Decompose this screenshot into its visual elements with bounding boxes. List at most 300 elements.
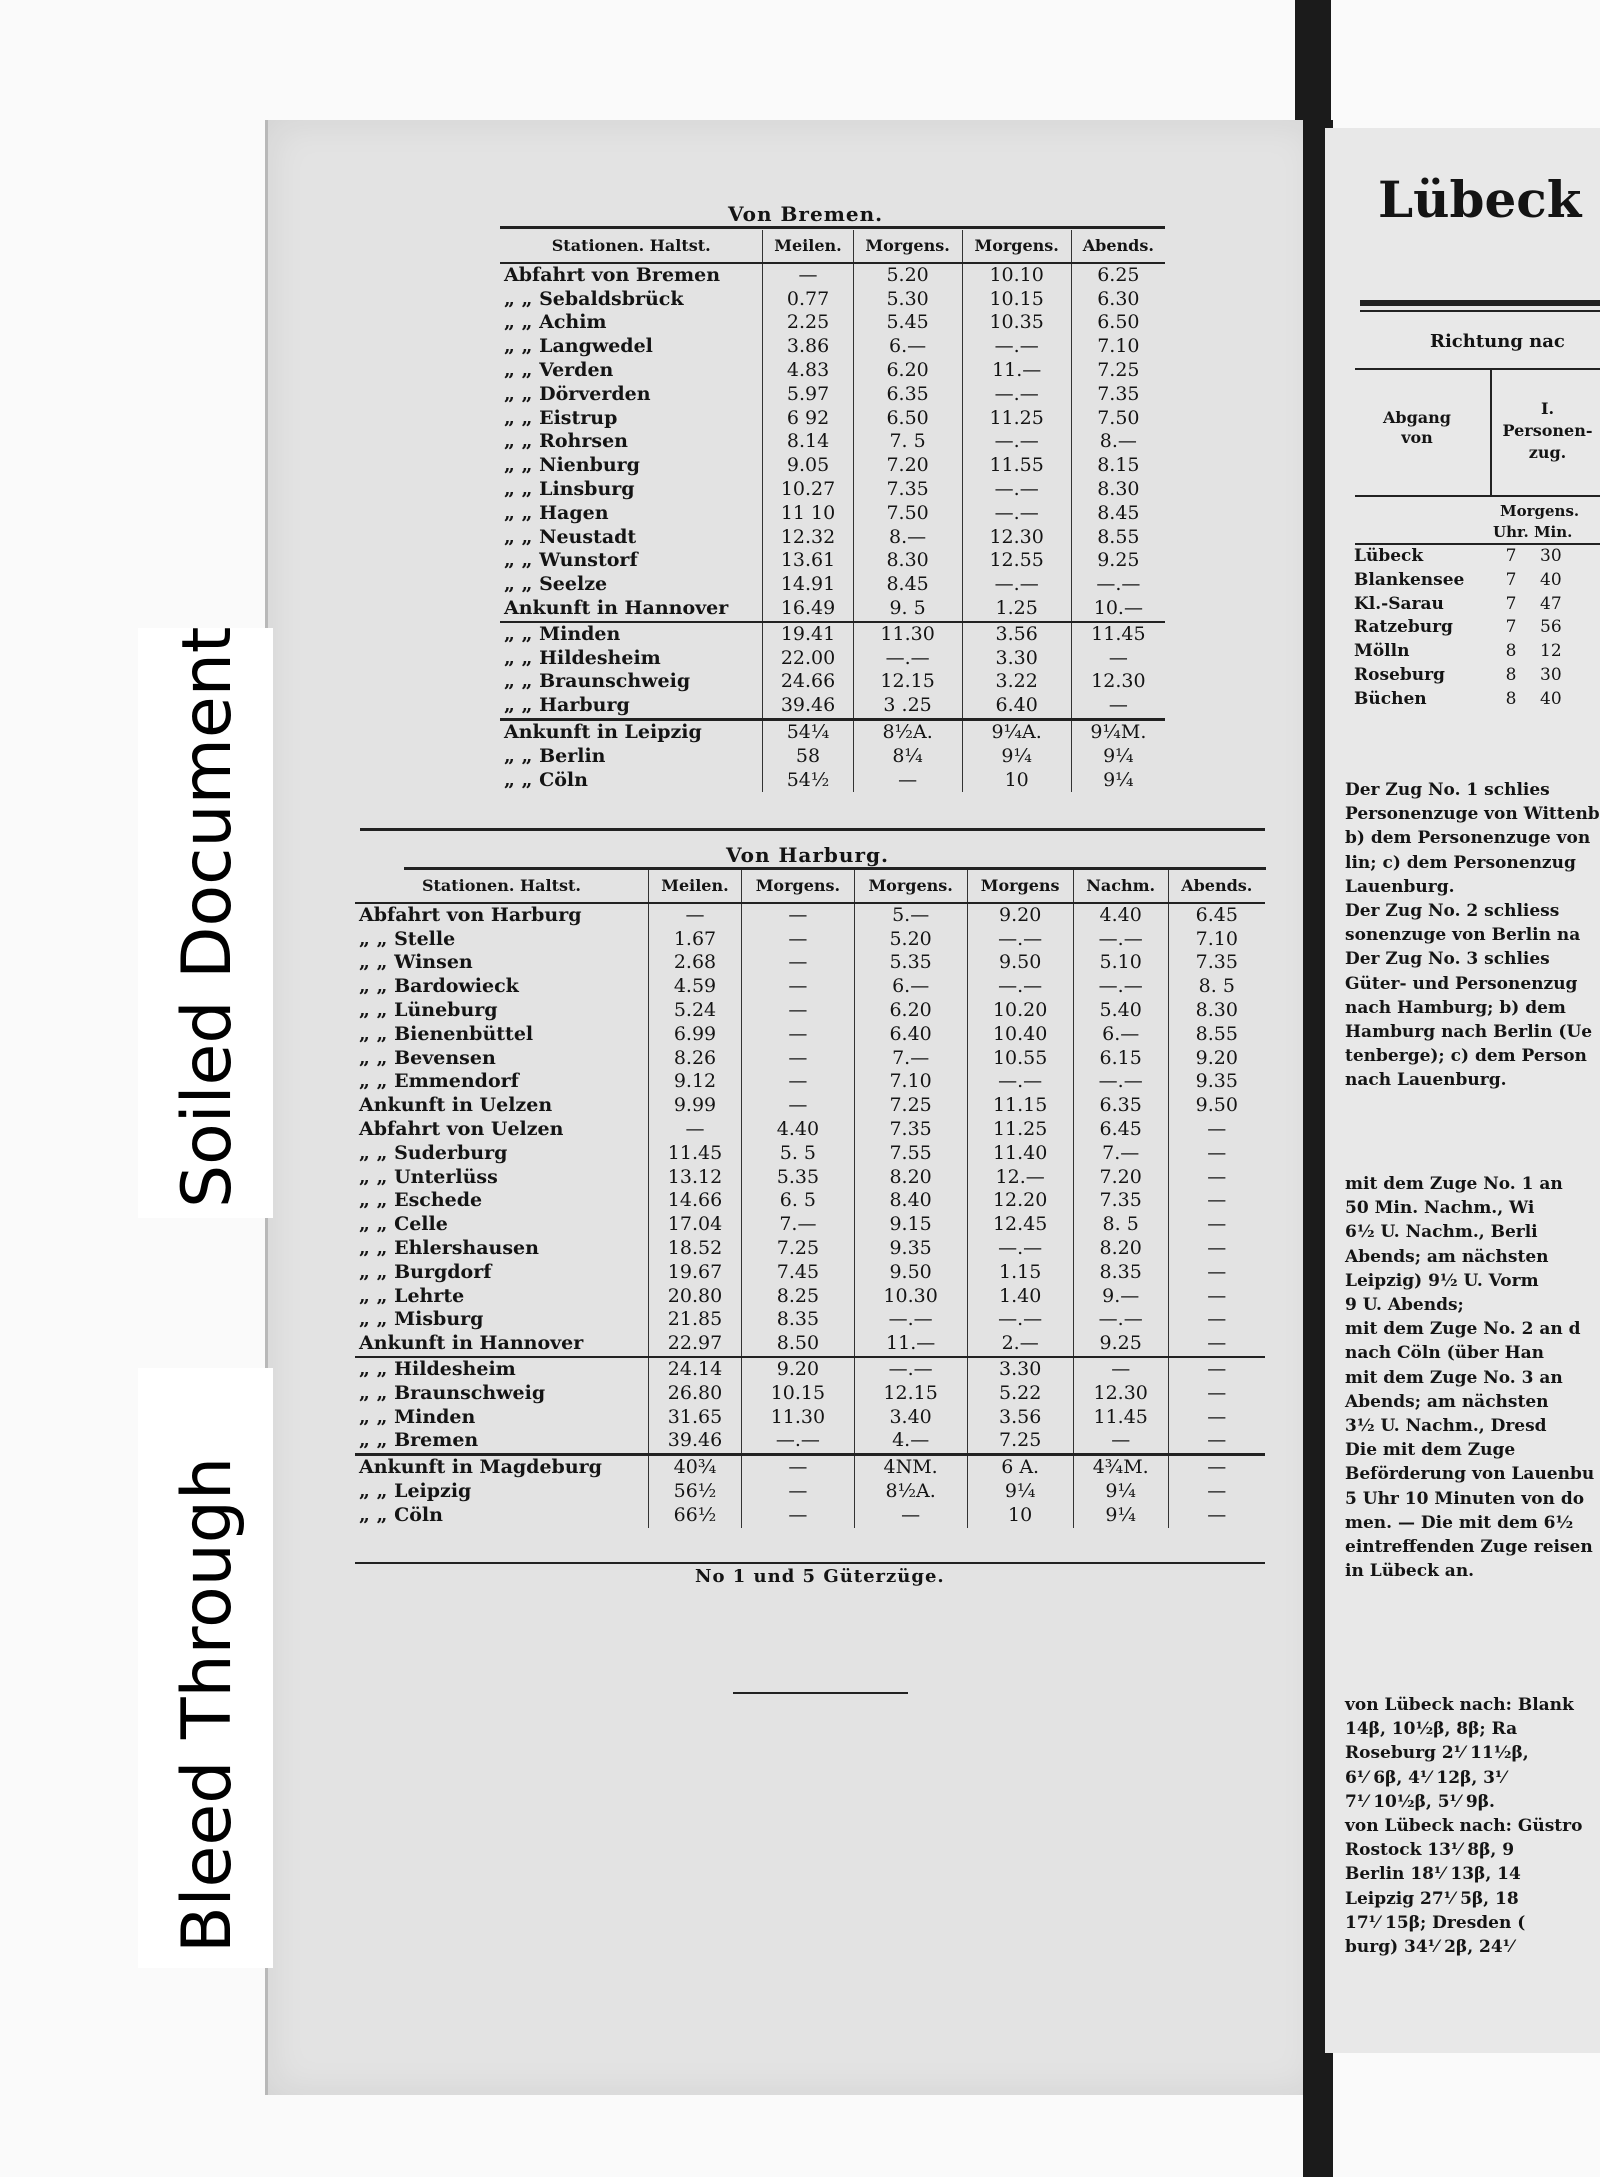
time-cell: 1.25 — [962, 597, 1071, 622]
time-cell: 12.30 — [962, 526, 1071, 550]
station-cell: „ „ Braunschweig — [359, 1381, 546, 1404]
station-cell: „ „ Stelle — [359, 927, 456, 950]
station-cell: „ „ Emmendorf — [359, 1070, 519, 1093]
column-header: Abends. — [1071, 230, 1165, 263]
time-cell: —.— — [962, 335, 1071, 359]
time-cell: 39.46 — [648, 1429, 741, 1454]
time-cell: — — [1168, 1261, 1265, 1285]
table-row — [355, 1189, 1265, 1213]
time-cell: 66½ — [648, 1504, 741, 1528]
time-cell: 11.15 — [967, 1094, 1073, 1118]
time-cell: 6.— — [1073, 1023, 1168, 1047]
time-cell: 3.40 — [854, 1406, 967, 1430]
station-cell: Ankunft in Hannover — [504, 596, 729, 619]
time-cell: — — [1168, 1332, 1265, 1357]
text-line: Der Zug No. 3 schlies — [1345, 949, 1550, 970]
text-line: men. — Die mit dem 6½ — [1345, 1512, 1574, 1533]
time-cell: 11.40 — [967, 1142, 1073, 1166]
time-cell: 9.50 — [1168, 1094, 1265, 1118]
time-cell: — — [1168, 1237, 1265, 1261]
time-cell: 2.68 — [648, 951, 741, 975]
time-cell: 4.40 — [1073, 903, 1168, 928]
time-cell: 9.50 — [967, 951, 1073, 975]
time-cell: 8.45 — [1071, 502, 1165, 526]
column-header: Abends. — [1168, 870, 1265, 903]
section-divider — [360, 828, 1265, 831]
time-cell: — — [742, 1480, 855, 1504]
time-cell: —.— — [1073, 928, 1168, 952]
table-row — [500, 359, 1165, 383]
column-header: Morgens. — [962, 230, 1071, 263]
text-line: Abends; am nächsten — [1345, 1391, 1549, 1412]
time-cell: — — [1168, 1213, 1265, 1237]
table-row — [500, 694, 1165, 719]
table-row — [1350, 640, 1568, 664]
time-cell: 11.45 — [1071, 622, 1165, 647]
time-cell: 58 — [763, 745, 853, 769]
station-cell: „ „ Winsen — [359, 951, 473, 974]
time-cell: 10 — [967, 1504, 1073, 1528]
text-line: b) dem Personenzuge von — [1345, 828, 1591, 849]
time-cell: 9.15 — [854, 1213, 967, 1237]
time-cell: —.— — [967, 975, 1073, 999]
text-line: nach Cöln (über Han — [1345, 1343, 1545, 1364]
time-cell: —.— — [854, 1357, 967, 1382]
time-cell: 8.40 — [854, 1189, 967, 1213]
time-cell: 8.14 — [763, 430, 853, 454]
time-cell: 2.25 — [763, 311, 853, 335]
time-cell: 7.35 — [1073, 1189, 1168, 1213]
table-row — [500, 454, 1165, 478]
harburg-timetable — [355, 870, 1265, 1528]
time-cell: 6.30 — [1071, 288, 1165, 312]
time-cell: 7.20 — [853, 454, 962, 478]
time-cell: 13.61 — [763, 549, 853, 573]
time-cell: 24.66 — [763, 670, 853, 694]
time-cell: —.— — [967, 928, 1073, 952]
time-cell: 9¼ — [962, 745, 1071, 769]
time-cell: — — [648, 1118, 741, 1142]
table-row — [355, 975, 1265, 999]
time-cell: 8.45 — [853, 573, 962, 597]
table-row — [500, 288, 1165, 312]
time-cell: — — [1168, 1480, 1265, 1504]
time-cell: 5.24 — [648, 999, 741, 1023]
station-cell: Roseburg — [1354, 664, 1445, 685]
time-cell: 8¼ — [853, 745, 962, 769]
table-row — [500, 647, 1165, 671]
column-header: Morgens — [967, 870, 1073, 903]
text-line: sonenzuge von Berlin na — [1345, 925, 1581, 946]
station-cell: „ „ Eschede — [359, 1189, 483, 1212]
time-cell: 3.56 — [967, 1406, 1073, 1430]
time-cell: 8.30 — [1071, 478, 1165, 502]
table-row — [355, 1237, 1265, 1261]
station-cell: „ „ Ehlershausen — [359, 1236, 539, 1259]
time-cell: —.— — [1071, 573, 1165, 597]
time-cell: 4.— — [854, 1429, 967, 1454]
time-cell: 11.45 — [1073, 1406, 1168, 1430]
time-cell: 7 — [1505, 569, 1517, 590]
right-col-zug: I. Personen- zug. — [1502, 399, 1593, 462]
time-cell: 10.10 — [962, 263, 1071, 288]
time-cell: 10.20 — [967, 999, 1073, 1023]
column-header: Morgens. — [853, 230, 962, 263]
time-cell: 13.12 — [648, 1166, 741, 1190]
right-sub1: Morgens. — [1500, 502, 1580, 520]
time-cell: 30 — [1540, 546, 1562, 566]
time-cell: 6 92 — [763, 407, 853, 431]
harburg-title: Von Harburg. — [726, 843, 889, 867]
time-cell: 10.15 — [742, 1382, 855, 1406]
column-header: Stationen. Haltst. — [355, 870, 648, 903]
station-cell: Ankunft in Magdeburg — [355, 1455, 648, 1480]
time-cell: 9.35 — [1168, 1070, 1265, 1094]
station-cell: „ „ Unterlüss — [359, 1165, 498, 1188]
table-row — [355, 1070, 1265, 1094]
time-cell: 18.52 — [648, 1237, 741, 1261]
station-cell: „ „ Leipzig — [359, 1479, 472, 1502]
time-cell: — — [1168, 1308, 1265, 1332]
right-timetable — [1350, 545, 1568, 712]
station-cell: Ratzeburg — [1354, 617, 1453, 638]
time-cell: 10.— — [1071, 597, 1165, 622]
table-row — [1350, 545, 1568, 569]
table-row — [500, 573, 1165, 597]
right-double-rule — [1360, 300, 1600, 306]
table-row — [500, 311, 1165, 335]
right-subtitle: Richtung nac — [1430, 331, 1565, 352]
station-cell: „ „ Lüneburg — [359, 998, 498, 1021]
time-cell: 4¾M. — [1073, 1455, 1168, 1480]
time-cell: —.— — [967, 1308, 1073, 1332]
time-cell: 8½A. — [853, 719, 962, 744]
time-cell: 7.55 — [854, 1142, 967, 1166]
station-cell: Abfahrt von Bremen — [504, 263, 721, 286]
time-cell: 6.40 — [854, 1023, 967, 1047]
time-cell: 8 — [1505, 664, 1517, 685]
time-cell: 7 — [1505, 617, 1517, 638]
harburg-bottom-rule — [355, 1562, 1265, 1564]
time-cell: 5.35 — [742, 1166, 855, 1190]
time-cell: 56½ — [648, 1480, 741, 1504]
time-cell: 7.— — [742, 1213, 855, 1237]
text-line: eintreffenden Zuge reisen — [1345, 1537, 1593, 1558]
time-cell: 12.45 — [967, 1213, 1073, 1237]
time-cell: — — [742, 951, 855, 975]
time-cell: 7.— — [854, 1047, 967, 1071]
time-cell: 8.50 — [742, 1332, 855, 1357]
table-row — [500, 597, 1165, 622]
station-cell: „ „ Celle — [359, 1213, 448, 1236]
time-cell: 8.30 — [1168, 999, 1265, 1023]
binding-gutter-top — [1295, 0, 1331, 120]
time-cell: 6.99 — [648, 1023, 741, 1047]
time-cell: 11.30 — [742, 1406, 855, 1430]
text-line: tenberge); c) dem Person — [1345, 1046, 1587, 1067]
time-cell: 6.35 — [1073, 1094, 1168, 1118]
time-cell: 3.30 — [967, 1357, 1073, 1382]
time-cell: 9¼ — [967, 1480, 1073, 1504]
time-cell: — — [1071, 694, 1165, 719]
time-cell: 12.15 — [854, 1382, 967, 1406]
station-cell: „ „ Bevensen — [359, 1046, 496, 1069]
time-cell: — — [1168, 1285, 1265, 1309]
table-row — [355, 903, 1265, 928]
time-cell: 10 — [962, 769, 1071, 793]
station-cell: Ankunft in Hannover — [359, 1332, 584, 1355]
text-line: 6½ U. Nachm., Berli — [1345, 1222, 1538, 1243]
table-row — [500, 335, 1165, 359]
table-row — [355, 1504, 1265, 1528]
time-cell: 8.30 — [853, 549, 962, 573]
station-cell: Abfahrt von Uelzen — [359, 1117, 564, 1140]
station-cell: „ „ Eistrup — [504, 406, 618, 429]
station-cell: „ „ Langwedel — [504, 335, 653, 358]
time-cell: — — [742, 903, 855, 928]
time-cell: — — [854, 1504, 967, 1528]
time-cell: 12.15 — [853, 670, 962, 694]
text-line: Personenzuge von Wittenb — [1345, 804, 1600, 825]
column-header: Stationen. Haltst. — [500, 230, 763, 263]
table-row — [355, 1023, 1265, 1047]
column-header: Meilen. — [648, 870, 741, 903]
time-cell: 11.30 — [853, 622, 962, 647]
text-line: Der Zug No. 2 schliess — [1345, 901, 1560, 922]
station-cell: „ „ Neustadt — [504, 525, 637, 548]
text-line: Leipzig 27⅟ 5β, 18 — [1345, 1888, 1519, 1909]
station-cell: Blankensee — [1354, 569, 1465, 590]
station-cell: „ „ Bienenbüttel — [359, 1022, 534, 1045]
table-row — [355, 1094, 1265, 1118]
right-paragraph-3 — [1345, 1693, 1582, 1959]
table-row — [500, 430, 1165, 454]
time-cell: 47 — [1540, 593, 1562, 614]
time-cell: 4.59 — [648, 975, 741, 999]
time-cell: 9.25 — [1071, 549, 1165, 573]
text-line: lin; c) dem Personenzug — [1345, 852, 1576, 873]
time-cell: —.— — [962, 478, 1071, 502]
time-cell: 14.91 — [763, 573, 853, 597]
text-line: 9 U. Abends; — [1345, 1295, 1464, 1316]
time-cell: 40 — [1540, 688, 1562, 709]
time-cell: 9.35 — [854, 1237, 967, 1261]
text-line: 14β, 10½β, 8β; Ra — [1345, 1719, 1518, 1740]
time-cell: 1.67 — [648, 928, 741, 952]
table-row — [355, 951, 1265, 975]
table-row — [355, 1285, 1265, 1309]
bremen-top-rule — [500, 226, 1165, 229]
table-row — [1350, 664, 1568, 688]
time-cell: 0.77 — [763, 288, 853, 312]
time-cell: 11 10 — [763, 502, 853, 526]
time-cell: 17.04 — [648, 1213, 741, 1237]
time-cell: 4.83 — [763, 359, 853, 383]
time-cell: — — [853, 769, 962, 793]
station-cell: „ „ Berlin — [504, 744, 606, 767]
table-row — [355, 1166, 1265, 1190]
text-line: Berlin 18⅟ 13β, 14 — [1345, 1864, 1521, 1885]
time-cell: 7.25 — [1071, 359, 1165, 383]
text-line: Abends; am nächsten — [1345, 1246, 1549, 1267]
station-cell: Ankunft in Leipzig — [500, 719, 763, 744]
time-cell: 9¼A. — [962, 719, 1071, 744]
text-line: mit dem Zuge No. 2 an d — [1345, 1319, 1581, 1340]
time-cell: 9.— — [1073, 1285, 1168, 1309]
time-cell: 6.50 — [1071, 311, 1165, 335]
time-cell: 7 — [1505, 546, 1517, 566]
station-cell: „ „ Suderburg — [359, 1141, 508, 1164]
time-cell: 19.67 — [648, 1261, 741, 1285]
station-cell: „ „ Cöln — [504, 768, 588, 791]
time-cell: 6.20 — [853, 359, 962, 383]
table-row — [500, 478, 1165, 502]
time-cell: 8. 5 — [1073, 1213, 1168, 1237]
column-header: Nachm. — [1073, 870, 1168, 903]
time-cell: 5.40 — [1073, 999, 1168, 1023]
time-cell: 7.25 — [854, 1094, 967, 1118]
time-cell: 54½ — [763, 769, 853, 793]
table-row — [500, 383, 1165, 407]
table-row — [500, 502, 1165, 526]
time-cell: 5.10 — [1073, 951, 1168, 975]
text-line: Hamburg nach Berlin (Ue — [1345, 1022, 1593, 1043]
time-cell: 20.80 — [648, 1285, 741, 1309]
table-row — [355, 1261, 1265, 1285]
time-cell: 6.25 — [1071, 263, 1165, 288]
station-cell: „ „ Achim — [504, 311, 607, 334]
time-cell: 7. 5 — [853, 430, 962, 454]
time-cell: 5.35 — [854, 951, 967, 975]
time-cell: 10.40 — [967, 1023, 1073, 1047]
table-row — [355, 928, 1265, 952]
bleed-label: Bleed Through — [168, 1456, 247, 1953]
time-cell: — — [742, 975, 855, 999]
station-cell: „ „ Burgdorf — [359, 1260, 492, 1283]
station-cell: Ankunft in Uelzen — [359, 1094, 553, 1117]
time-cell: — — [1168, 1429, 1265, 1454]
right-paragraph-1 — [1345, 778, 1600, 1093]
station-cell: „ „ Lehrte — [359, 1284, 465, 1307]
soiled-label-strip — [138, 628, 273, 1218]
end-rule — [733, 1692, 908, 1694]
time-cell: 8.55 — [1071, 526, 1165, 550]
time-cell: 8.20 — [854, 1166, 967, 1190]
text-line: Die mit dem Zuge — [1345, 1440, 1516, 1461]
time-cell: 7.35 — [854, 1118, 967, 1142]
station-cell: „ „ Hagen — [504, 501, 609, 524]
time-cell: 7.25 — [742, 1237, 855, 1261]
time-cell: 9¼ — [1071, 769, 1165, 793]
time-cell: 11.25 — [967, 1118, 1073, 1142]
table-row — [1350, 688, 1568, 712]
time-cell: 6 A. — [967, 1455, 1073, 1480]
text-line: 17⅟ 15β; Dresden ( — [1345, 1912, 1526, 1933]
time-cell: — — [742, 1504, 855, 1528]
time-cell: — — [1168, 1357, 1265, 1382]
time-cell: — — [742, 1070, 855, 1094]
time-cell: 10.35 — [962, 311, 1071, 335]
time-cell: 54¼ — [763, 719, 853, 744]
time-cell: 30 — [1540, 664, 1562, 685]
time-cell: 6.— — [853, 335, 962, 359]
time-cell: 9.05 — [763, 454, 853, 478]
station-cell: „ „ Wunstorf — [504, 549, 638, 572]
text-line: 50 Min. Nachm., Wi — [1345, 1198, 1535, 1219]
time-cell: 8 — [1505, 641, 1517, 662]
time-cell: 6. 5 — [742, 1189, 855, 1213]
time-cell: — — [742, 928, 855, 952]
time-cell: 3.86 — [763, 335, 853, 359]
time-cell: 9.20 — [967, 903, 1073, 928]
time-cell: 9¼ — [1073, 1504, 1168, 1528]
text-line: Roseburg 2⅟ 11½β, — [1345, 1743, 1529, 1764]
soiled-label: Soiled Document — [168, 626, 247, 1208]
time-cell: 11.55 — [962, 454, 1071, 478]
time-cell: 11.— — [962, 359, 1071, 383]
time-cell: 11.25 — [962, 407, 1071, 431]
time-cell: — — [1168, 1142, 1265, 1166]
time-cell: 9.25 — [1073, 1332, 1168, 1357]
station-cell: „ „ Nienburg — [504, 454, 640, 477]
right-sub-rule — [1355, 495, 1600, 497]
right-page-title: Lübeck — [1378, 170, 1582, 229]
time-cell: — — [1168, 1166, 1265, 1190]
time-cell: 12 — [1540, 641, 1562, 662]
time-cell: 9.50 — [854, 1261, 967, 1285]
time-cell: 56 — [1540, 617, 1562, 638]
text-line: Güter- und Personenzug — [1345, 973, 1578, 994]
time-cell: — — [1073, 1357, 1168, 1382]
time-cell: 9.20 — [742, 1357, 855, 1382]
time-cell: — — [1168, 1382, 1265, 1406]
time-cell: 10.27 — [763, 478, 853, 502]
time-cell: 6.15 — [1073, 1047, 1168, 1071]
time-cell: 4.40 — [742, 1118, 855, 1142]
time-cell: 39.46 — [763, 694, 853, 719]
station-cell: „ „ Sebaldsbrück — [504, 287, 684, 310]
right-paragraph-2 — [1345, 1172, 1594, 1583]
table-row — [355, 1118, 1265, 1142]
table-row — [500, 526, 1165, 550]
time-cell: 12.— — [967, 1166, 1073, 1190]
text-line: 5 Uhr 10 Minuten von do — [1345, 1488, 1585, 1509]
time-cell: 12.20 — [967, 1189, 1073, 1213]
station-cell: „ „ Hildesheim — [504, 646, 661, 669]
time-cell: — — [1073, 1429, 1168, 1454]
time-cell: 11.— — [854, 1332, 967, 1357]
time-cell: 6.20 — [854, 999, 967, 1023]
table-row — [1350, 569, 1568, 593]
time-cell: — — [648, 903, 741, 928]
station-cell: „ „ Minden — [359, 1405, 476, 1428]
table-row — [500, 622, 1165, 647]
time-cell: —.— — [962, 502, 1071, 526]
text-line: mit dem Zuge No. 1 an — [1345, 1174, 1563, 1194]
station-cell: „ „ Harburg — [504, 694, 630, 717]
text-line: von Lübeck nach: Güstro — [1345, 1816, 1583, 1837]
time-cell: 8.35 — [742, 1308, 855, 1332]
time-cell: —.— — [967, 1237, 1073, 1261]
time-cell: 8.20 — [1073, 1237, 1168, 1261]
time-cell: 16.49 — [763, 597, 853, 622]
time-cell: —.— — [742, 1429, 855, 1454]
time-cell: 5.30 — [853, 288, 962, 312]
time-cell: 12.32 — [763, 526, 853, 550]
bremen-timetable — [500, 230, 1165, 792]
time-cell: —.— — [962, 573, 1071, 597]
table-row — [355, 1142, 1265, 1166]
